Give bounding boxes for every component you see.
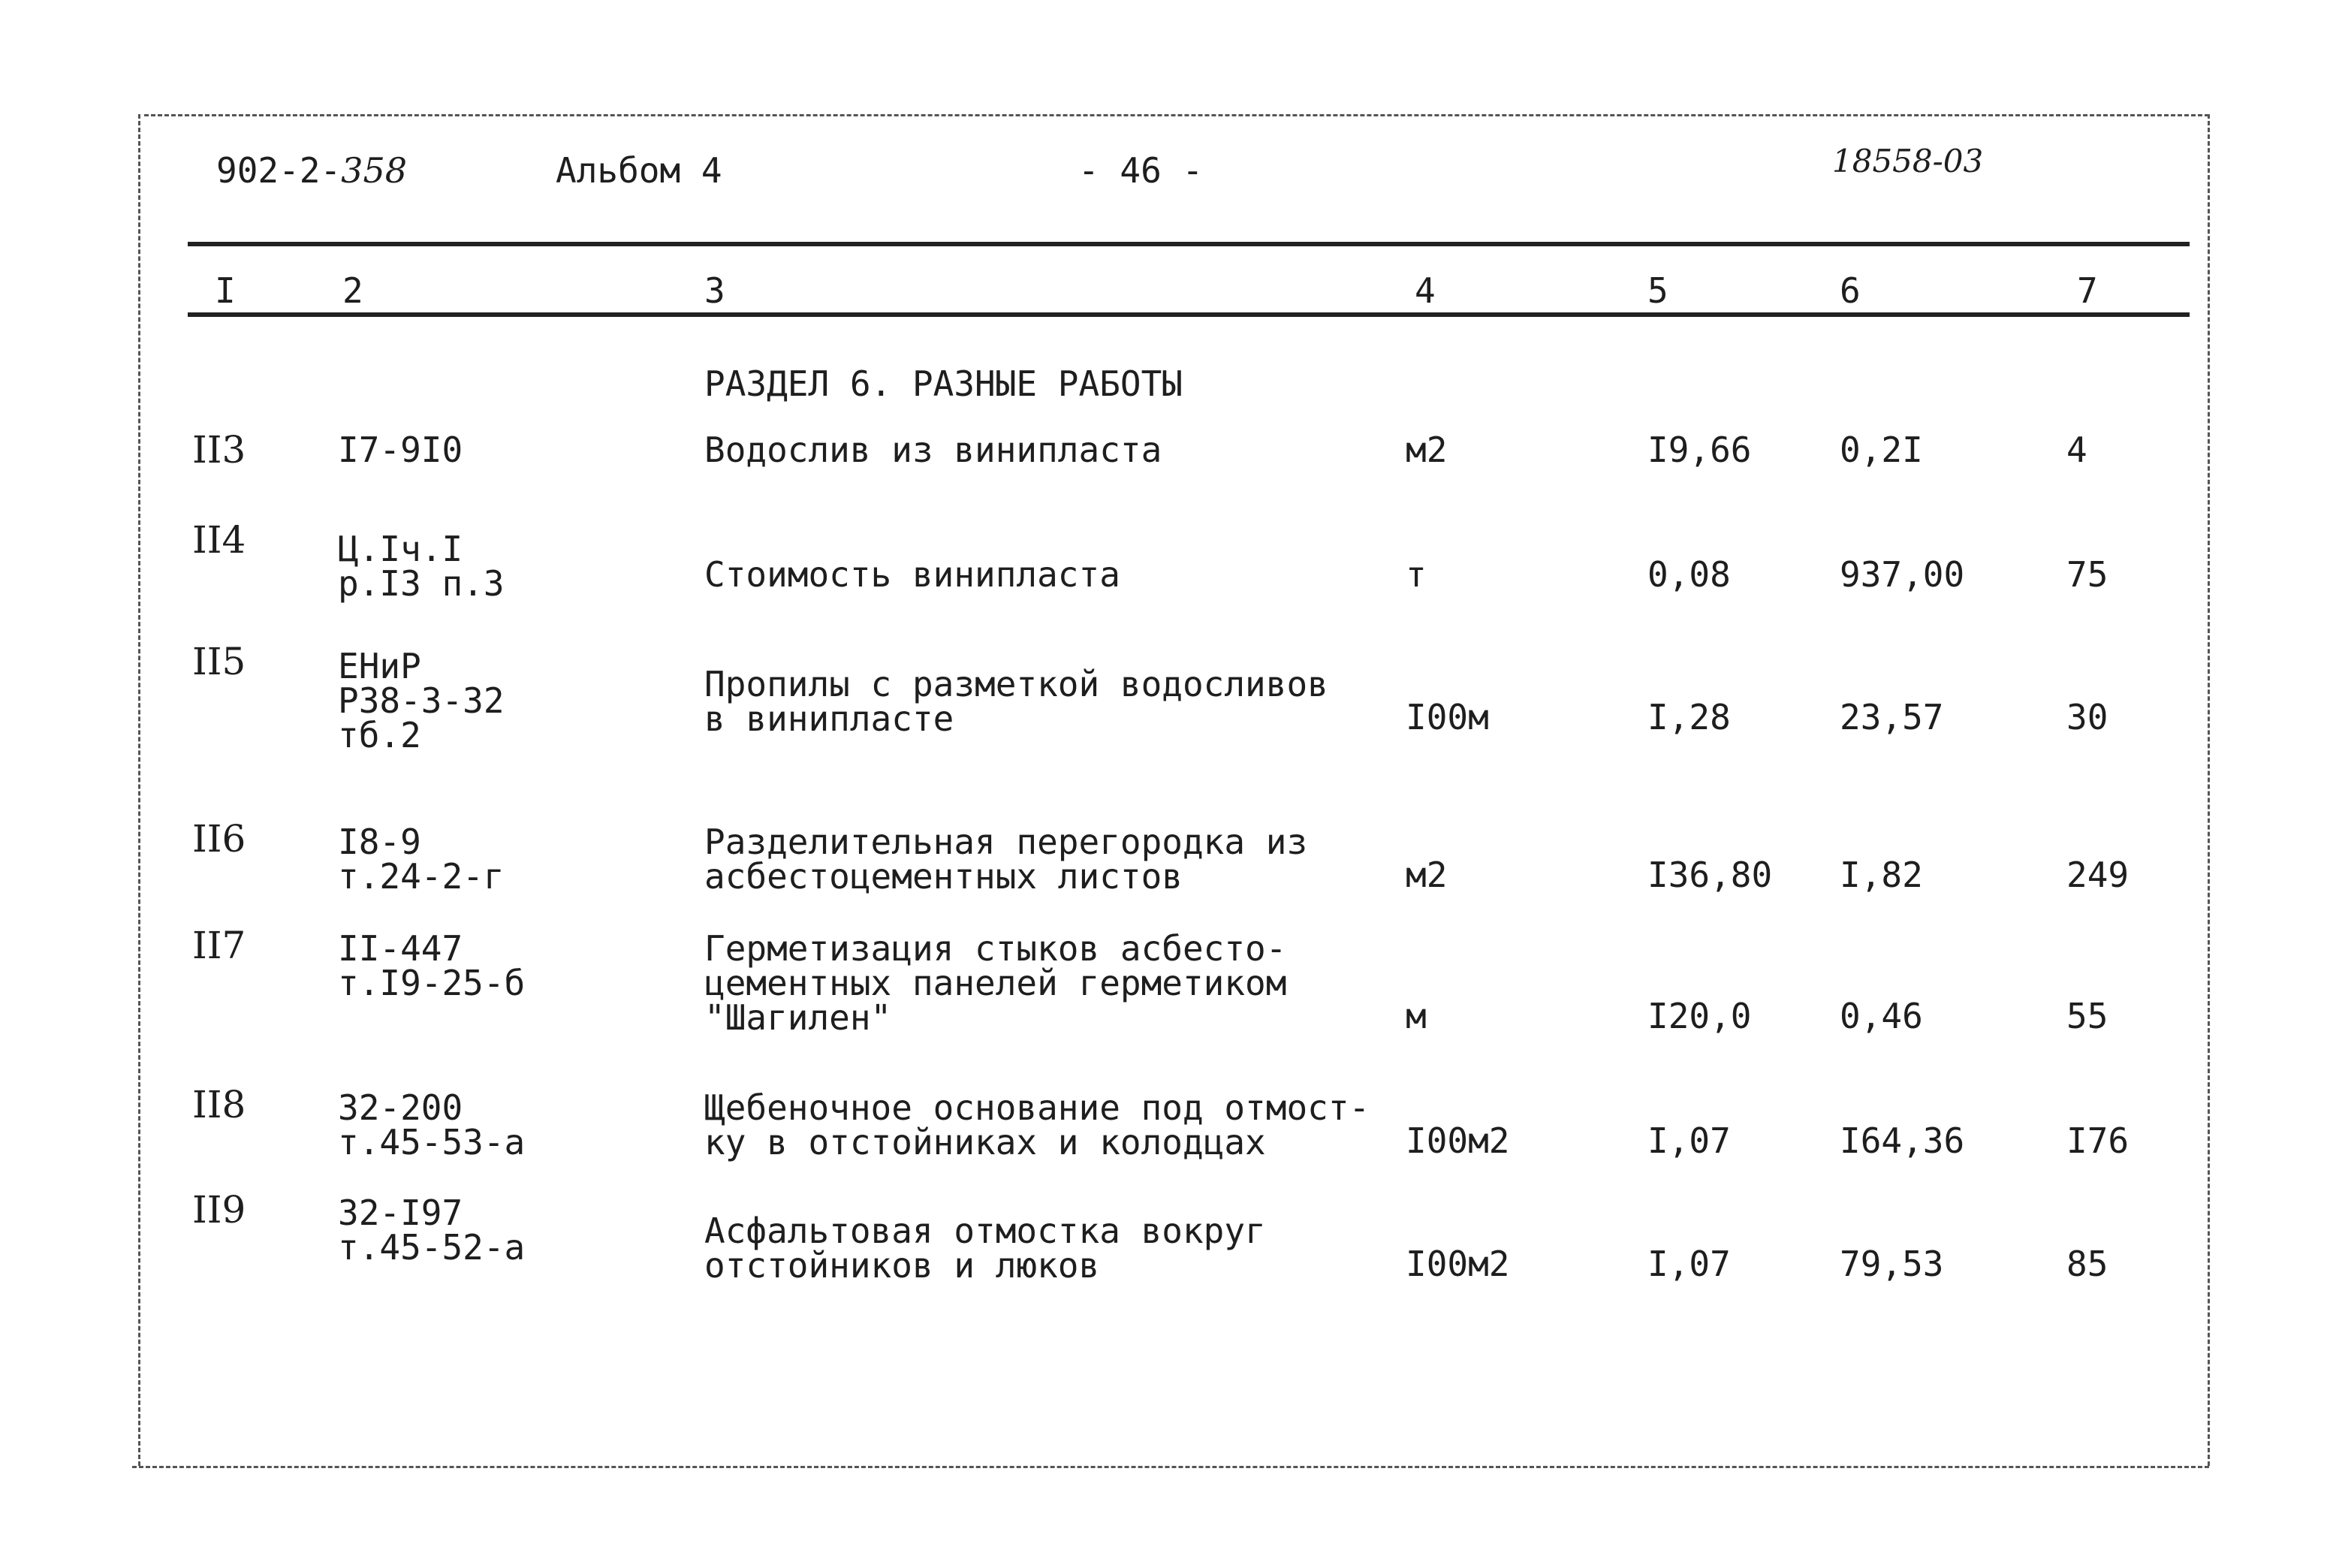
column-number-2: 2	[342, 270, 363, 311]
row-quantity: I20,0	[1647, 996, 1752, 1036]
row-unit-price: 937,00	[1840, 554, 1965, 595]
row-unit: м2	[1406, 855, 1448, 895]
row-quantity: I,28	[1647, 697, 1731, 737]
row-unit: I00м2	[1406, 1120, 1510, 1161]
column-number-5: 5	[1647, 270, 1668, 311]
row-description: Водослив из винипласта	[704, 430, 1162, 470]
row-reference: 32-I97 т.45-52-а	[338, 1193, 526, 1268]
row-unit-price: I,82	[1840, 855, 1923, 895]
row-number: II9	[192, 1188, 246, 1232]
row-total-cost: 75	[2066, 554, 2108, 595]
column-number-7: 7	[2077, 270, 2098, 311]
row-unit: I00м	[1406, 697, 1489, 737]
row-reference: II-447 т.I9-25-б	[338, 928, 526, 1003]
row-description: Стоимость винипласта	[704, 554, 1120, 595]
row-number: II6	[192, 817, 246, 861]
row-unit-price: 23,57	[1840, 697, 1944, 737]
row-description: Разделительная перегородка из асбестоцементных листов	[704, 822, 1308, 897]
row-reference: I7-9I0	[338, 430, 463, 470]
row-quantity: I36,80	[1647, 855, 1773, 895]
row-total-cost: 4	[2066, 430, 2087, 470]
row-reference: Ц.Iч.I р.I3 п.3	[338, 529, 505, 604]
document-code-handwritten: 358	[341, 150, 407, 191]
header-rule-top	[188, 242, 2190, 246]
row-reference: 32-200 т.45-53-а	[338, 1087, 526, 1162]
album-label: Альбом 4	[556, 150, 722, 191]
row-reference: I8-9 т.24-2-г	[338, 822, 505, 897]
row-quantity: 0,08	[1647, 554, 1731, 595]
column-number-6: 6	[1840, 270, 1861, 311]
row-unit: I00м2	[1406, 1244, 1510, 1284]
column-number-3: 3	[704, 270, 725, 311]
frame-top-border	[144, 114, 2209, 116]
document-number: 18558-03	[1832, 143, 1984, 179]
row-number: II8	[192, 1083, 246, 1126]
row-total-cost: I76	[2066, 1120, 2130, 1161]
row-description: Асфальтовая отмостка вокруг отстойников и люков	[704, 1211, 1266, 1286]
row-description: Пропилы с разметкой водосливов в винипласте	[704, 664, 1328, 739]
row-total-cost: 30	[2066, 697, 2108, 737]
frame-bottom-border	[132, 1466, 2209, 1468]
row-total-cost: 249	[2066, 855, 2130, 895]
column-number-1: I	[215, 270, 236, 311]
row-unit-price: I64,36	[1840, 1120, 1965, 1161]
row-quantity: I,07	[1647, 1244, 1731, 1284]
row-quantity: I,07	[1647, 1120, 1731, 1161]
page-number: - 46 -	[1078, 150, 1204, 191]
row-number: II7	[192, 924, 246, 967]
row-total-cost: 55	[2066, 996, 2108, 1036]
document-code-prefix: 902-2-	[216, 150, 342, 191]
row-description: Щебеночное основание под отмост- ку в отстойниках и колодцах	[704, 1087, 1370, 1162]
row-unit: м2	[1406, 430, 1448, 470]
row-unit-price: 79,53	[1840, 1244, 1944, 1284]
frame-right-border	[2208, 114, 2210, 1466]
row-number: II3	[192, 428, 246, 472]
row-unit-price: 0,46	[1840, 996, 1923, 1036]
frame-left-border	[138, 114, 140, 1466]
row-quantity: I9,66	[1647, 430, 1752, 470]
header-rule-bottom	[188, 312, 2190, 317]
section-title: РАЗДЕЛ 6. РАЗНЫЕ РАБОТЫ	[704, 363, 1183, 404]
row-description: Герметизация стыков асбесто- цементных панелей герметиком "Шагилен"	[704, 928, 1287, 1038]
row-number: II5	[192, 640, 246, 683]
row-number: II4	[192, 518, 246, 562]
row-total-cost: 85	[2066, 1244, 2108, 1284]
document-code	[216, 150, 407, 191]
row-unit-price: 0,2I	[1840, 430, 1923, 470]
row-unit: м	[1406, 996, 1427, 1036]
row-unit: т	[1406, 554, 1427, 595]
column-number-4: 4	[1415, 270, 1436, 311]
row-reference: ЕНиР Р38-3-32 тб.2	[338, 646, 505, 755]
